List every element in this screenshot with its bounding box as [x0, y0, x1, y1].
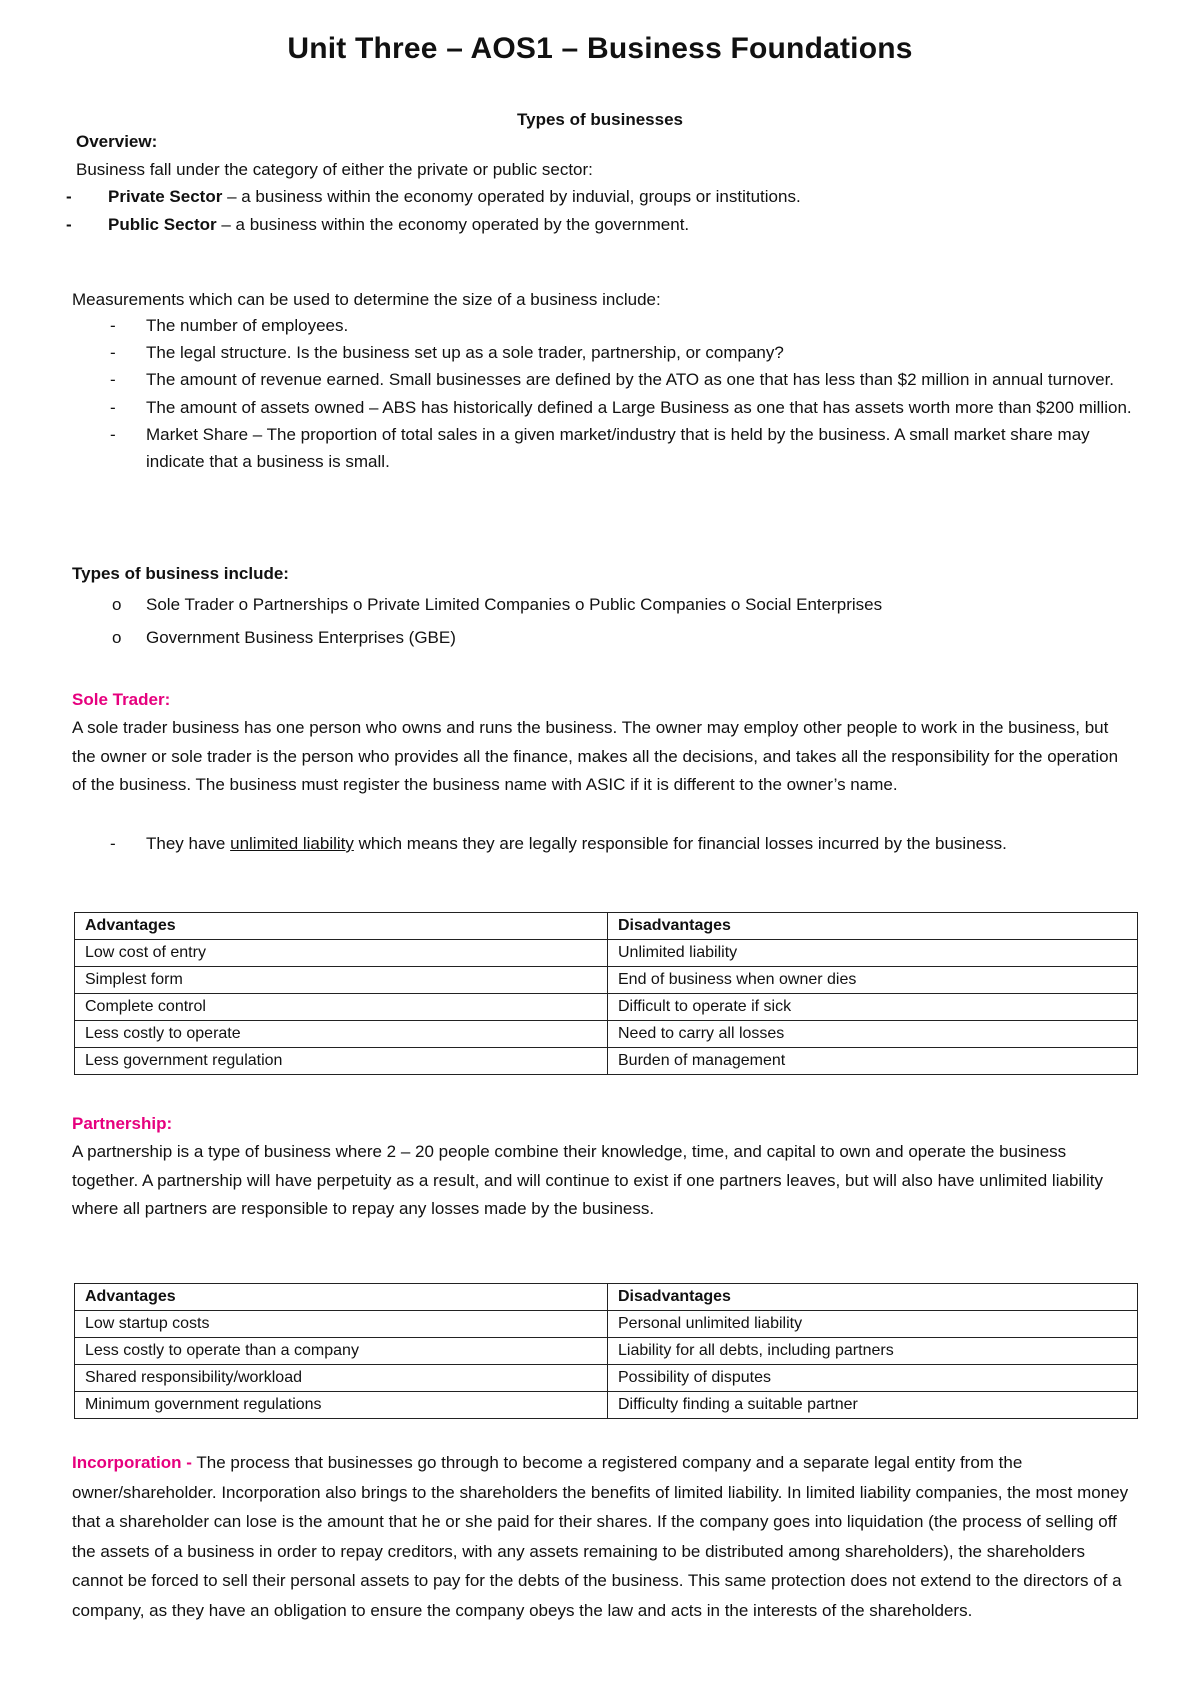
list-item: - Market Share – The proportion of total sales in a given market/industry that is held by the business. A small market share may indicate that a business is small. — [72, 421, 1132, 475]
sector-term: Private Sector — [108, 187, 223, 206]
table-cell: Less costly to operate — [75, 1021, 608, 1048]
sole-trader-table — [74, 912, 1138, 1075]
list-item: - The number of employees. — [72, 312, 1132, 339]
sector-item-public — [66, 211, 1126, 239]
table-header: Disadvantages — [608, 913, 1138, 940]
table-cell: Low startup costs — [75, 1311, 608, 1338]
sole-trader-list — [72, 830, 1132, 858]
table-cell: Low cost of entry — [75, 940, 608, 967]
list-item: - The amount of assets owned – ABS has historically defined a Large Business as one that has assets worth more than $200 million. — [72, 394, 1132, 421]
table-cell: Less government regulation — [75, 1048, 608, 1075]
table-row — [75, 1311, 1138, 1338]
table-cell: Difficult to operate if sick — [608, 994, 1138, 1021]
list-item: - The legal structure. Is the business set up as a sole trader, partnership, or company? — [72, 339, 1132, 366]
sector-desc: – a business within the economy operated by induvial, groups or institutions. — [222, 187, 801, 206]
table-cell: End of business when owner dies — [608, 967, 1138, 994]
list-item: - They have unlimited liability which means they are legally responsible for financial losses incurred by the business. — [72, 830, 1132, 858]
table-header-row — [75, 1284, 1138, 1311]
sole-trader-heading: Sole Trader: — [72, 690, 171, 709]
table-row — [75, 1365, 1138, 1392]
incorporation-paragraph — [72, 1448, 1132, 1626]
table-row — [75, 1392, 1138, 1419]
measurements-list — [72, 312, 1132, 475]
table-cell: Complete control — [75, 994, 608, 1021]
partnership-heading: Partnership: — [72, 1114, 173, 1133]
list-item: o Sole Trader o Partnerships o Private Limited Companies o Public Companies o Social Enterprises — [72, 588, 1132, 621]
table-cell: Less costly to operate than a company — [75, 1338, 608, 1365]
table-cell: Burden of management — [608, 1048, 1138, 1075]
table-row — [75, 1048, 1138, 1075]
types-list — [72, 588, 1132, 654]
partnership-paragraph: A partnership is a type of business where 2 – 20 people combine their knowledge, time, and capital to own and operate the business together. A partnership will have perpetuity as a result, and will continue to exist if one partners leaves, but will also have unlimited liability where all partners are responsible to repay any losses made by the business. — [72, 1142, 1103, 1218]
incorporation-text: The process that businesses go through to become a registered company and a separate legal entity from the owner/shareholder. Incorporation also brings to the shareholders the benefits of limited liability. In limited liability companies, the most money that a shareholder can lose is the amount that he or she paid for their shares. If the company goes into liquidation (the process of selling off the assets of a business in order to repay creditors, with any assets remaining to be distributed among shareholders), the shareholders cannot be forced to sell their personal assets to pay for the debts of the business. This same protection does not extend to the directors of a company, as they have an obligation to ensure the company obeys the law and acts in the interests of the shareholders. — [72, 1453, 1129, 1620]
table-cell: Personal unlimited liability — [608, 1311, 1138, 1338]
table-header-row — [75, 913, 1138, 940]
table-cell: Minimum government regulations — [75, 1392, 608, 1419]
table-cell: Simplest form — [75, 967, 608, 994]
table-row — [75, 1338, 1138, 1365]
page-title: Unit Three – AOS1 – Business Foundations — [287, 32, 913, 65]
measurements-intro: Measurements which can be used to determine the size of a business include: — [72, 290, 661, 309]
overview-intro: Business fall under the category of either the private or public sector: — [76, 160, 593, 179]
table-header: Disadvantages — [608, 1284, 1138, 1311]
types-heading: Types of business include: — [72, 564, 289, 583]
unlimited-liability-term: unlimited liability — [230, 834, 354, 853]
table-row — [75, 994, 1138, 1021]
sole-trader-paragraph: A sole trader business has one person who owns and runs the business. The owner may employ other people to work in the business, but the owner or sole trader is the person who provides all the finance, makes all the decisions, and takes all the responsibility for the operation of the business. The business must register the business name with ASIC if it is different to the owner’s name. — [72, 718, 1119, 794]
overview-heading: Overview: — [76, 132, 158, 151]
table-cell: Shared responsibility/workload — [75, 1365, 608, 1392]
partnership-table — [74, 1283, 1138, 1419]
incorporation-heading: Incorporation - — [72, 1453, 192, 1472]
table-cell: Need to carry all losses — [608, 1021, 1138, 1048]
list-item: - The amount of revenue earned. Small businesses are defined by the ATO as one that has less than $2 million in annual turnover. — [72, 366, 1132, 393]
table-row — [75, 940, 1138, 967]
table-cell: Difficulty finding a suitable partner — [608, 1392, 1138, 1419]
table-cell: Possibility of disputes — [608, 1365, 1138, 1392]
table-header: Advantages — [75, 913, 608, 940]
sector-desc: – a business within the economy operated by the government. — [216, 214, 690, 234]
table-header: Advantages — [75, 1284, 608, 1311]
sector-item-private — [66, 183, 1126, 211]
sector-term: Public Sector — [108, 214, 217, 234]
sector-list — [66, 183, 1126, 238]
page-subtitle: Types of businesses — [517, 110, 683, 129]
table-cell: Liability for all debts, including partners — [608, 1338, 1138, 1365]
table-cell: Unlimited liability — [608, 940, 1138, 967]
table-row — [75, 967, 1138, 994]
table-row — [75, 1021, 1138, 1048]
list-item: o Government Business Enterprises (GBE) — [72, 621, 1132, 654]
